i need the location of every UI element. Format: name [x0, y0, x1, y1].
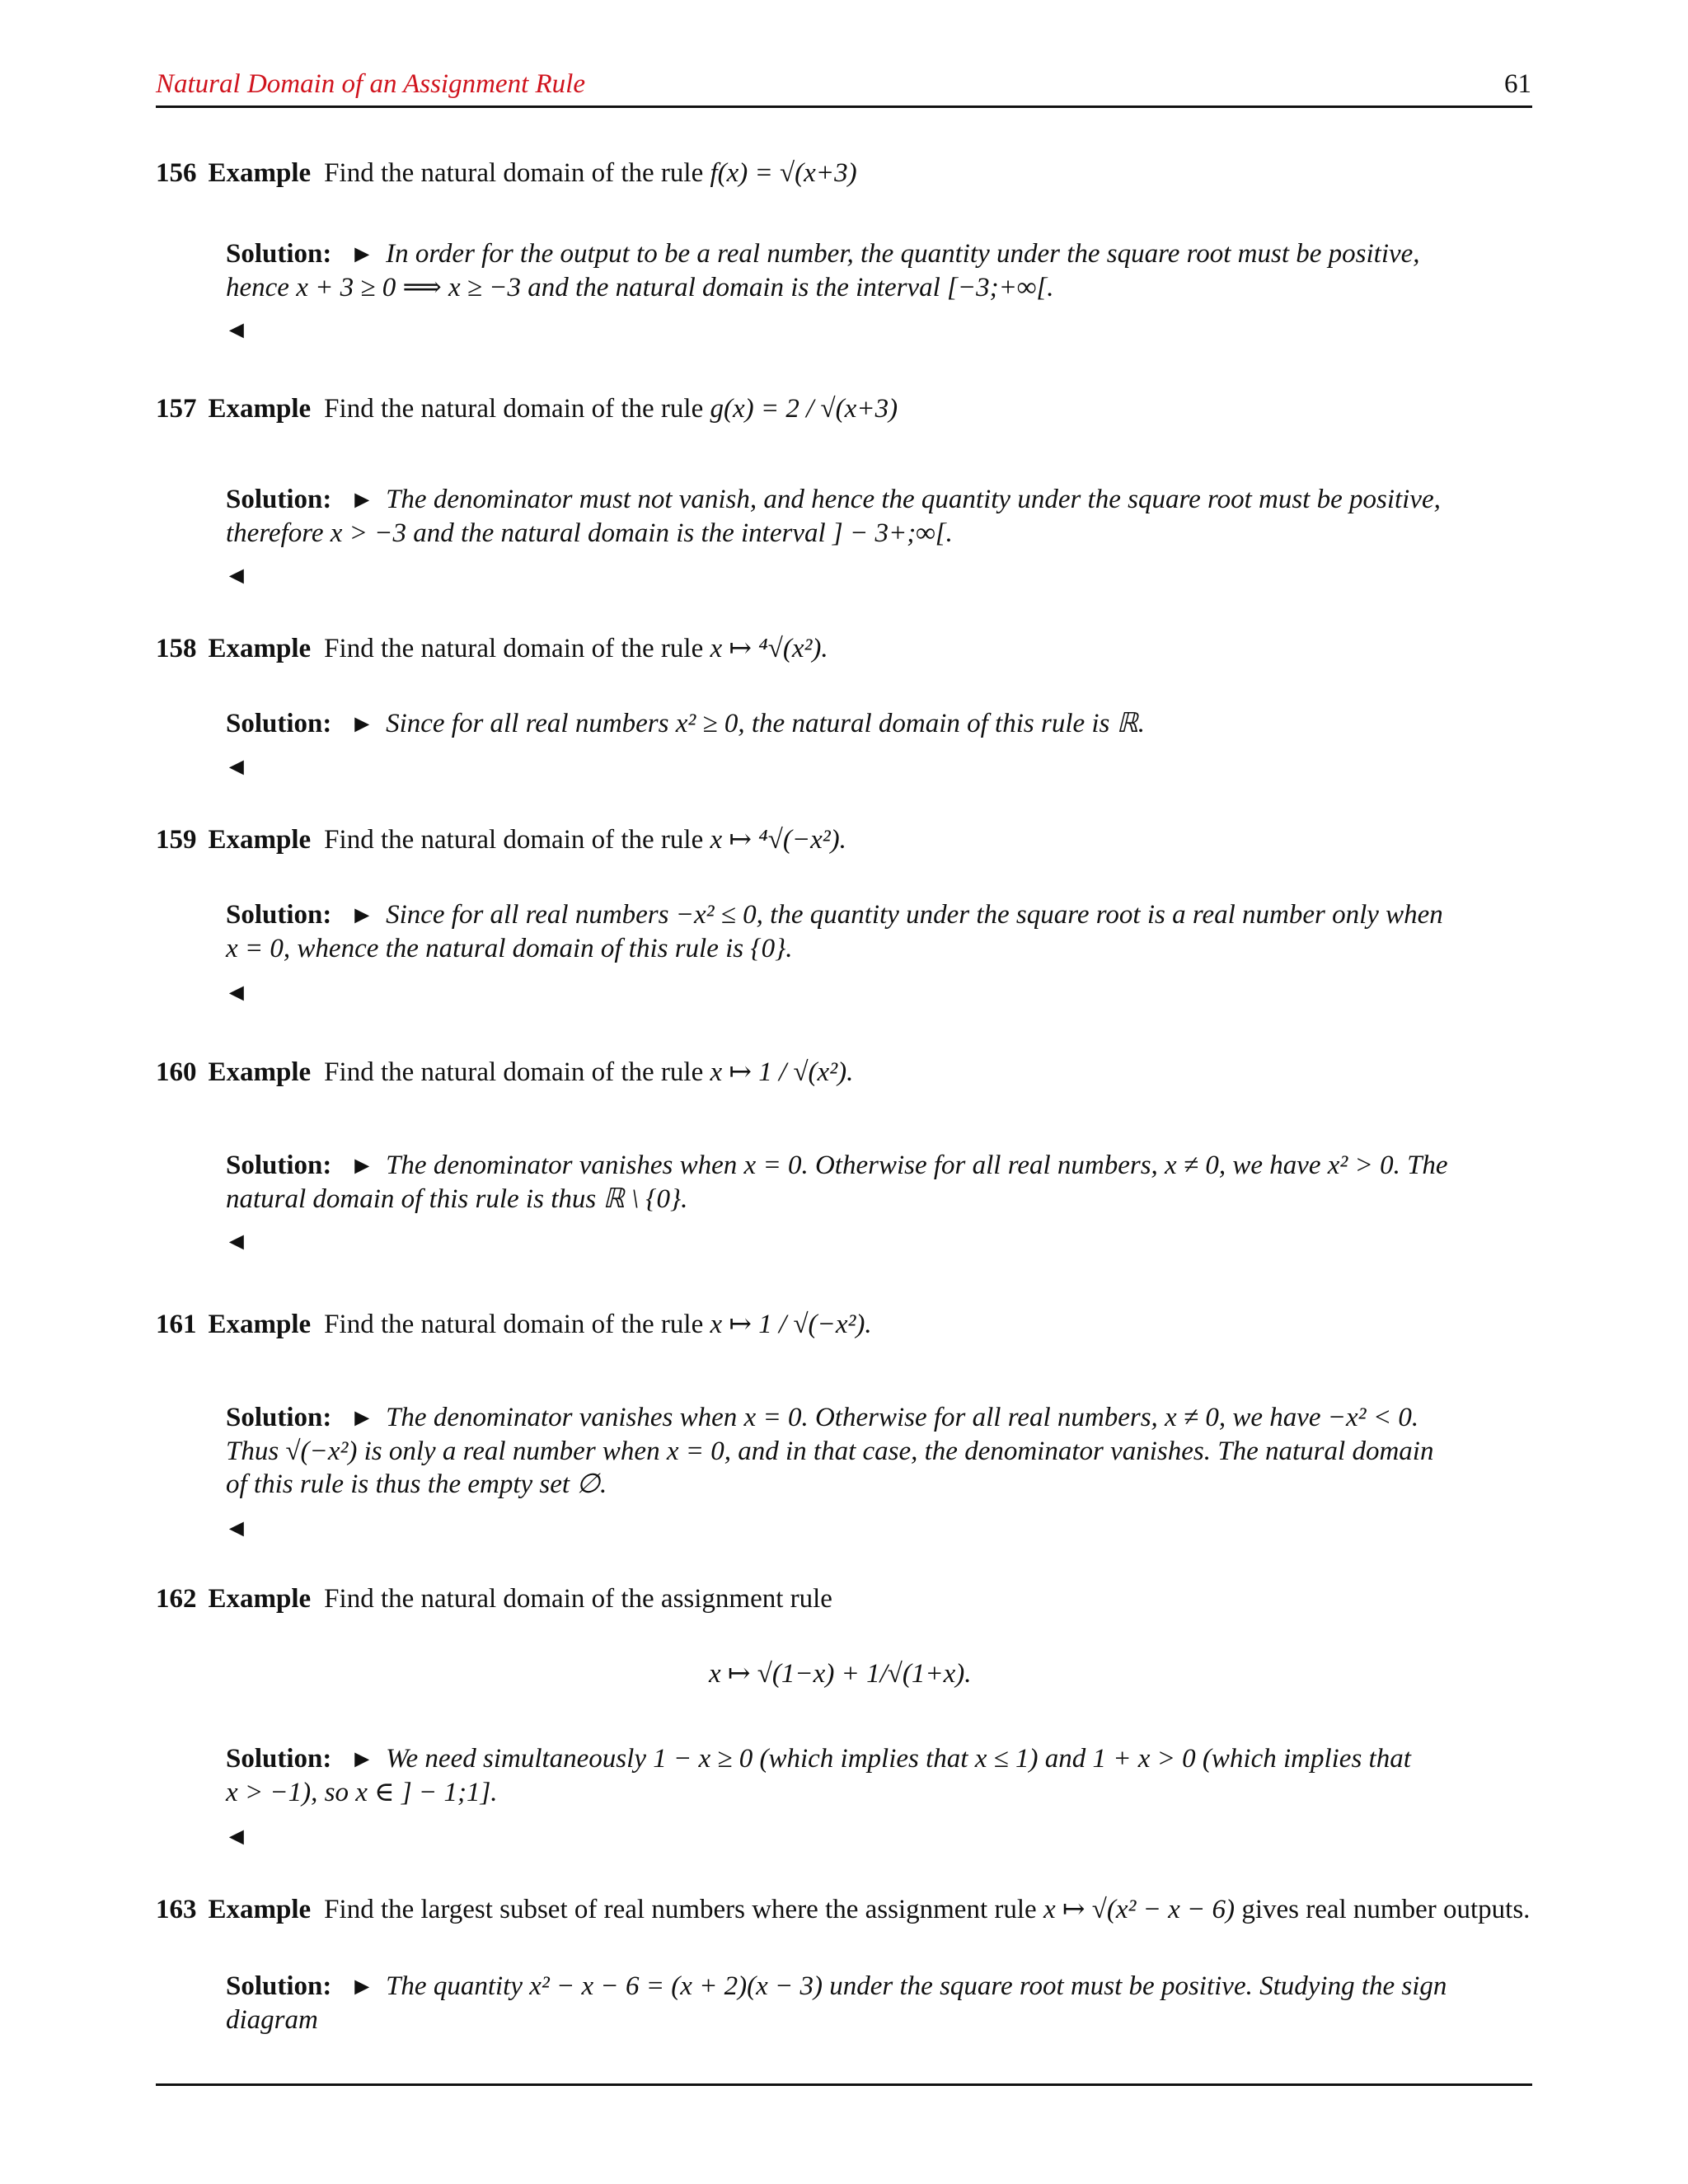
example-keyword: Example [208, 1310, 312, 1339]
solution-163 [226, 1970, 1464, 2036]
solution-open-marker: ► [349, 902, 375, 929]
solution-open-marker: ► [349, 710, 375, 738]
example-prompt: Find the natural domain of the assignment rule [324, 1584, 832, 1614]
page-number: 61 [1504, 69, 1531, 99]
example-math: f(x) = √(x+3) [710, 158, 857, 188]
solution-text: The denominator vanishes when x = 0. Otherwise for all real numbers, x ≠ 0, we have x² > 0. The [386, 1151, 1448, 1180]
solution-label: Solution: [226, 1971, 332, 2001]
solution-label: Solution: [226, 485, 332, 514]
solution-close-marker: ◄ [224, 753, 249, 780]
solution-close-marker: ◄ [224, 1515, 249, 1542]
solution-text: x > −1), so x ∈ ] − 1;1]. [226, 1778, 498, 1807]
solution-text: In order for the output to be a real number, the quantity under the square root must be positive, [386, 239, 1420, 269]
solution-label: Solution: [226, 1403, 332, 1432]
example-math: x ↦ √(x² − x − 6) [1043, 1895, 1236, 1924]
example-prompt: Find the natural domain of the rule [324, 825, 704, 855]
example-159 [156, 823, 846, 855]
solution-label: Solution: [226, 1151, 332, 1180]
solution-158 [226, 707, 1464, 741]
solution-close-marker: ◄ [224, 562, 249, 589]
footer-rule [156, 2083, 1532, 2086]
solution-text: Since for all real numbers x² ≥ 0, the natural domain of this rule is ℝ. [386, 709, 1146, 738]
example-160 [156, 1055, 853, 1088]
example-keyword: Example [208, 1584, 312, 1614]
solution-162 [226, 1742, 1464, 1809]
example-number: 161 [156, 1310, 197, 1339]
example-keyword: Example [208, 825, 312, 855]
solution-open-marker: ► [349, 1746, 375, 1773]
example-161 [156, 1307, 872, 1340]
solution-text: hence x + 3 ≥ 0 ⟹ x ≥ −3 and the natural domain is the interval [−3;+∞[. [226, 273, 1054, 302]
solution-open-marker: ► [349, 1152, 375, 1179]
example-prompt: Find the largest subset of real numbers where the assignment rule [324, 1895, 1037, 1924]
example-keyword: Example [208, 1057, 312, 1087]
example-163 [156, 1892, 1530, 1925]
example-prompt: Find the natural domain of the rule [324, 394, 704, 424]
solution-157 [226, 483, 1464, 550]
solution-161 [226, 1401, 1464, 1501]
solution-text: diagram [226, 2005, 318, 2035]
solution-open-marker: ► [349, 486, 375, 513]
solution-open-marker: ► [349, 1973, 375, 2000]
example-number: 160 [156, 1057, 197, 1087]
example-number: 158 [156, 634, 197, 663]
example-number: 157 [156, 394, 197, 424]
solution-close-marker: ◄ [224, 316, 249, 344]
solution-text: Since for all real numbers −x² ≤ 0, the quantity under the square root is a real number only when [386, 900, 1443, 930]
example-number: 163 [156, 1895, 197, 1924]
solution-156 [226, 237, 1464, 304]
solution-close-marker: ◄ [224, 979, 249, 1006]
example-prompt: Find the natural domain of the rule [324, 158, 704, 188]
solution-text: The quantity x² − x − 6 = (x + 2)(x − 3) under the square root must be positive. Studying the sign [386, 1971, 1447, 2001]
example-prompt-tail: gives real number outputs. [1241, 1895, 1531, 1924]
example-math: x ↦ 1 / √(x²). [710, 1057, 854, 1087]
solution-text: x = 0, whence the natural domain of this rule is {0}. [226, 934, 793, 963]
example-keyword: Example [208, 158, 312, 188]
solution-text: The denominator must not vanish, and hence the quantity under the square root must be positive, [386, 485, 1441, 514]
solution-text: We need simultaneously 1 − x ≥ 0 (which implies that x ≤ 1) and 1 + x > 0 (which implies that [386, 1744, 1411, 1774]
solution-159 [226, 898, 1464, 965]
solution-160 [226, 1149, 1464, 1216]
example-number: 159 [156, 825, 197, 855]
solution-open-marker: ► [349, 1404, 375, 1432]
solution-text: Thus √(−x²) is only a real number when x = 0, and in that case, the denominator vanishes. The natural domain [226, 1436, 1434, 1466]
example-keyword: Example [208, 634, 312, 663]
solution-text: natural domain of this rule is thus ℝ \ {0}. [226, 1184, 688, 1214]
example-number: 156 [156, 158, 197, 188]
solution-close-marker: ◄ [224, 1823, 249, 1850]
header-rule [156, 105, 1532, 108]
running-header-title: Natural Domain of an Assignment Rule [156, 69, 585, 99]
solution-close-marker: ◄ [224, 1228, 249, 1255]
example-prompt: Find the natural domain of the rule [324, 1057, 704, 1087]
example-prompt: Find the natural domain of the rule [324, 1310, 704, 1339]
example-158 [156, 631, 828, 664]
solution-label: Solution: [226, 1744, 332, 1774]
display-equation-162: x ↦ √(1−x) + 1/√(1+x). [709, 1659, 972, 1689]
example-156 [156, 158, 857, 189]
example-number: 162 [156, 1584, 197, 1614]
example-keyword: Example [208, 394, 312, 424]
example-math: x ↦ 1 / √(−x²). [710, 1310, 872, 1339]
example-162 [156, 1584, 832, 1615]
solution-text: therefore x > −3 and the natural domain is the interval ] − 3+;∞[. [226, 518, 953, 548]
example-keyword: Example [208, 1895, 312, 1924]
solution-label: Solution: [226, 709, 332, 738]
example-157 [156, 394, 898, 424]
solution-label: Solution: [226, 239, 332, 269]
solution-text: of this rule is thus the empty set ∅. [226, 1469, 607, 1499]
solution-text: The denominator vanishes when x = 0. Otherwise for all real numbers, x ≠ 0, we have −x² < 0. [386, 1403, 1419, 1432]
example-math: x ↦ ⁴√(−x²). [710, 825, 846, 855]
solution-label: Solution: [226, 900, 332, 930]
example-prompt: Find the natural domain of the rule [324, 634, 704, 663]
example-math: x ↦ ⁴√(x²). [710, 634, 828, 663]
example-math: g(x) = 2 / √(x+3) [710, 394, 898, 424]
solution-open-marker: ► [349, 241, 375, 268]
